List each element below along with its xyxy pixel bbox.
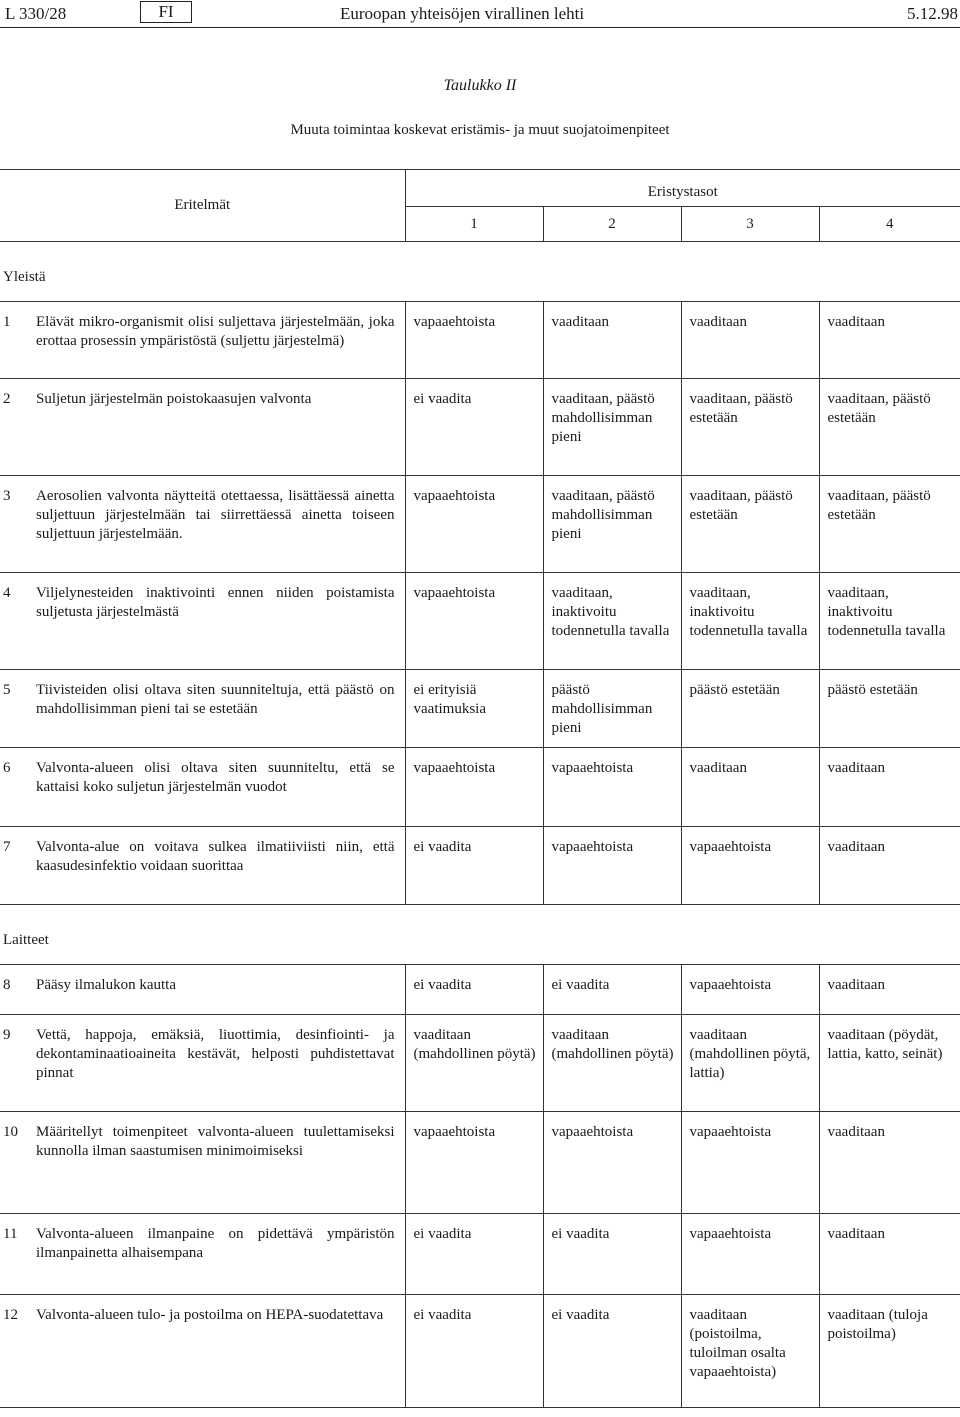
row-description: Suljetun järjestelmän poistokaasujen valvonta xyxy=(36,379,405,476)
level-header-4: 4 xyxy=(819,207,960,242)
level-1-requirement: ei vaadita xyxy=(405,827,543,905)
row-number: 11 xyxy=(0,1214,36,1295)
level-2-requirement: päästö mahdollisimman pieni xyxy=(543,670,681,748)
page-reference: L 330/28 xyxy=(5,4,67,23)
row-description: Valvonta-alue on voitava sulkea ilmatiiviisti niin, että kaasudesinfektio voidaan suorittaa xyxy=(36,827,405,905)
level-header-2: 2 xyxy=(543,207,681,242)
section-heading: Yleistä xyxy=(0,242,960,302)
level-2-requirement: vaaditaan, päästö mahdollisimman pieni xyxy=(543,379,681,476)
table-row xyxy=(0,827,960,905)
level-3-requirement: vapaaehtoista xyxy=(681,1112,819,1214)
row-description: Aerosolien valvonta näytteitä otettaessa, lisättäessä ainetta suljettuun järjestelmään tai siirrettäessä ainetta toiseen suljettuun järjestelmään. xyxy=(36,476,405,573)
level-header-1: 1 xyxy=(405,207,543,242)
table-row xyxy=(0,1295,960,1408)
row-number: 1 xyxy=(0,302,36,379)
level-1-requirement: vaaditaan (mahdollinen pöytä) xyxy=(405,1015,543,1112)
row-description: Määritellyt toimenpiteet valvonta-alueen tuulettamiseksi kunnolla ilman saastumisen minimoimiseksi xyxy=(36,1112,405,1214)
language-code: FI xyxy=(140,1,192,23)
level-3-requirement: vapaaehtoista xyxy=(681,1214,819,1295)
level-4-requirement: päästö estetään xyxy=(819,670,960,748)
level-2-requirement: ei vaadita xyxy=(543,965,681,1015)
level-3-requirement: vapaaehtoista xyxy=(681,827,819,905)
level-4-requirement: vaaditaan xyxy=(819,302,960,379)
row-number: 12 xyxy=(0,1295,36,1408)
level-3-requirement: vaaditaan (mahdollinen pöytä, lattia) xyxy=(681,1015,819,1112)
row-number: 5 xyxy=(0,670,36,748)
level-2-requirement: vapaaehtoista xyxy=(543,1112,681,1214)
level-1-requirement: ei vaadita xyxy=(405,1295,543,1408)
level-2-requirement: vaaditaan (mahdollinen pöytä) xyxy=(543,1015,681,1112)
level-4-requirement: vaaditaan xyxy=(819,827,960,905)
table-row xyxy=(0,573,960,670)
level-1-requirement: vapaaehtoista xyxy=(405,748,543,827)
level-header-3: 3 xyxy=(681,207,819,242)
level-3-requirement: vaaditaan, päästö estetään xyxy=(681,379,819,476)
level-4-requirement: vaaditaan xyxy=(819,748,960,827)
table-row xyxy=(0,670,960,748)
row-description: Pääsy ilmalukon kautta xyxy=(36,965,405,1015)
column-header-levels: Eristystasot xyxy=(405,170,960,207)
level-2-requirement: ei vaadita xyxy=(543,1295,681,1408)
row-number: 8 xyxy=(0,965,36,1015)
level-1-requirement: vapaaehtoista xyxy=(405,573,543,670)
table-body xyxy=(0,242,960,1408)
level-2-requirement: vapaaehtoista xyxy=(543,827,681,905)
level-4-requirement: vaaditaan, inaktivoitu todennetulla tavalla xyxy=(819,573,960,670)
table-row xyxy=(0,302,960,379)
table-label: Taulukko II xyxy=(443,77,517,94)
row-number: 9 xyxy=(0,1015,36,1112)
level-2-requirement: vaaditaan xyxy=(543,302,681,379)
table-title: Muuta toimintaa koskevat eristämis- ja muut suojatoimenpiteet xyxy=(290,122,670,138)
level-3-requirement: vaaditaan xyxy=(681,302,819,379)
row-description: Vettä, happoja, emäksiä, liuottimia, desinfiointi- ja dekontaminaatioaineita kestävät, helposti puhdistettavat pinnat xyxy=(36,1015,405,1112)
row-number: 6 xyxy=(0,748,36,827)
row-description: Valvonta-alueen tulo- ja postoilma on HEPA-suodatettava xyxy=(36,1295,405,1408)
level-3-requirement: päästö estetään xyxy=(681,670,819,748)
level-1-requirement: vapaaehtoista xyxy=(405,1112,543,1214)
level-1-requirement: ei erityisiä vaatimuksia xyxy=(405,670,543,748)
row-description: Valvonta-alueen ilmanpaine on pidettävä ympäristön ilmanpainetta alhaisempana xyxy=(36,1214,405,1295)
measures-table xyxy=(0,169,960,1408)
level-1-requirement: vapaaehtoista xyxy=(405,476,543,573)
level-2-requirement: vaaditaan, inaktivoitu todennetulla tavalla xyxy=(543,573,681,670)
section-heading: Laitteet xyxy=(0,905,960,965)
level-2-requirement: ei vaadita xyxy=(543,1214,681,1295)
level-1-requirement: ei vaadita xyxy=(405,1214,543,1295)
page-header xyxy=(0,0,960,28)
level-1-requirement: ei vaadita xyxy=(405,965,543,1015)
level-4-requirement: vaaditaan (pöydät, lattia, katto, seinät) xyxy=(819,1015,960,1112)
level-2-requirement: vapaaehtoista xyxy=(543,748,681,827)
table-row xyxy=(0,965,960,1015)
table-row xyxy=(0,1214,960,1295)
level-4-requirement: vaaditaan xyxy=(819,965,960,1015)
level-3-requirement: vaaditaan (poistoilma, tuloilman osalta vapaaehtoista) xyxy=(681,1295,819,1408)
row-number: 10 xyxy=(0,1112,36,1214)
level-3-requirement: vaaditaan xyxy=(681,748,819,827)
row-number: 2 xyxy=(0,379,36,476)
table-row xyxy=(0,1015,960,1112)
level-2-requirement: vaaditaan, päästö mahdollisimman pieni xyxy=(543,476,681,573)
level-3-requirement: vaaditaan, inaktivoitu todennetulla tavalla xyxy=(681,573,819,670)
row-description: Elävät mikro-organismit olisi suljettava järjestelmään, joka erottaa prosessin ympäristöstä (suljettu järjestelmä) xyxy=(36,302,405,379)
row-description: Tiivisteiden olisi oltava siten suunniteltuja, että päästö on mahdollisimman pieni tai se estetään xyxy=(36,670,405,748)
row-number: 7 xyxy=(0,827,36,905)
row-description: Valvonta-alueen olisi oltava siten suunniteltu, että se kattaisi koko suljetun järjestelmän vuodot xyxy=(36,748,405,827)
row-number: 4 xyxy=(0,573,36,670)
row-description: Viljelynesteiden inaktivointi ennen niiden poistamista suljetusta järjestelmästä xyxy=(36,573,405,670)
row-number: 3 xyxy=(0,476,36,573)
table-row xyxy=(0,379,960,476)
level-4-requirement: vaaditaan xyxy=(819,1112,960,1214)
level-4-requirement: vaaditaan, päästö estetään xyxy=(819,379,960,476)
level-3-requirement: vapaaehtoista xyxy=(681,965,819,1015)
column-header-specification: Eritelmät xyxy=(0,170,405,242)
level-4-requirement: vaaditaan (tuloja poistoilma) xyxy=(819,1295,960,1408)
table-row xyxy=(0,1112,960,1214)
level-1-requirement: vapaaehtoista xyxy=(405,302,543,379)
section-row xyxy=(0,905,960,965)
level-3-requirement: vaaditaan, päästö estetään xyxy=(681,476,819,573)
section-row xyxy=(0,242,960,302)
level-1-requirement: ei vaadita xyxy=(405,379,543,476)
table-row xyxy=(0,476,960,573)
level-4-requirement: vaaditaan xyxy=(819,1214,960,1295)
level-4-requirement: vaaditaan, päästö estetään xyxy=(819,476,960,573)
table-row xyxy=(0,748,960,827)
publication-date: 5.12.98 xyxy=(907,4,958,23)
journal-title: Euroopan yhteisöjen virallinen lehti xyxy=(340,4,585,23)
